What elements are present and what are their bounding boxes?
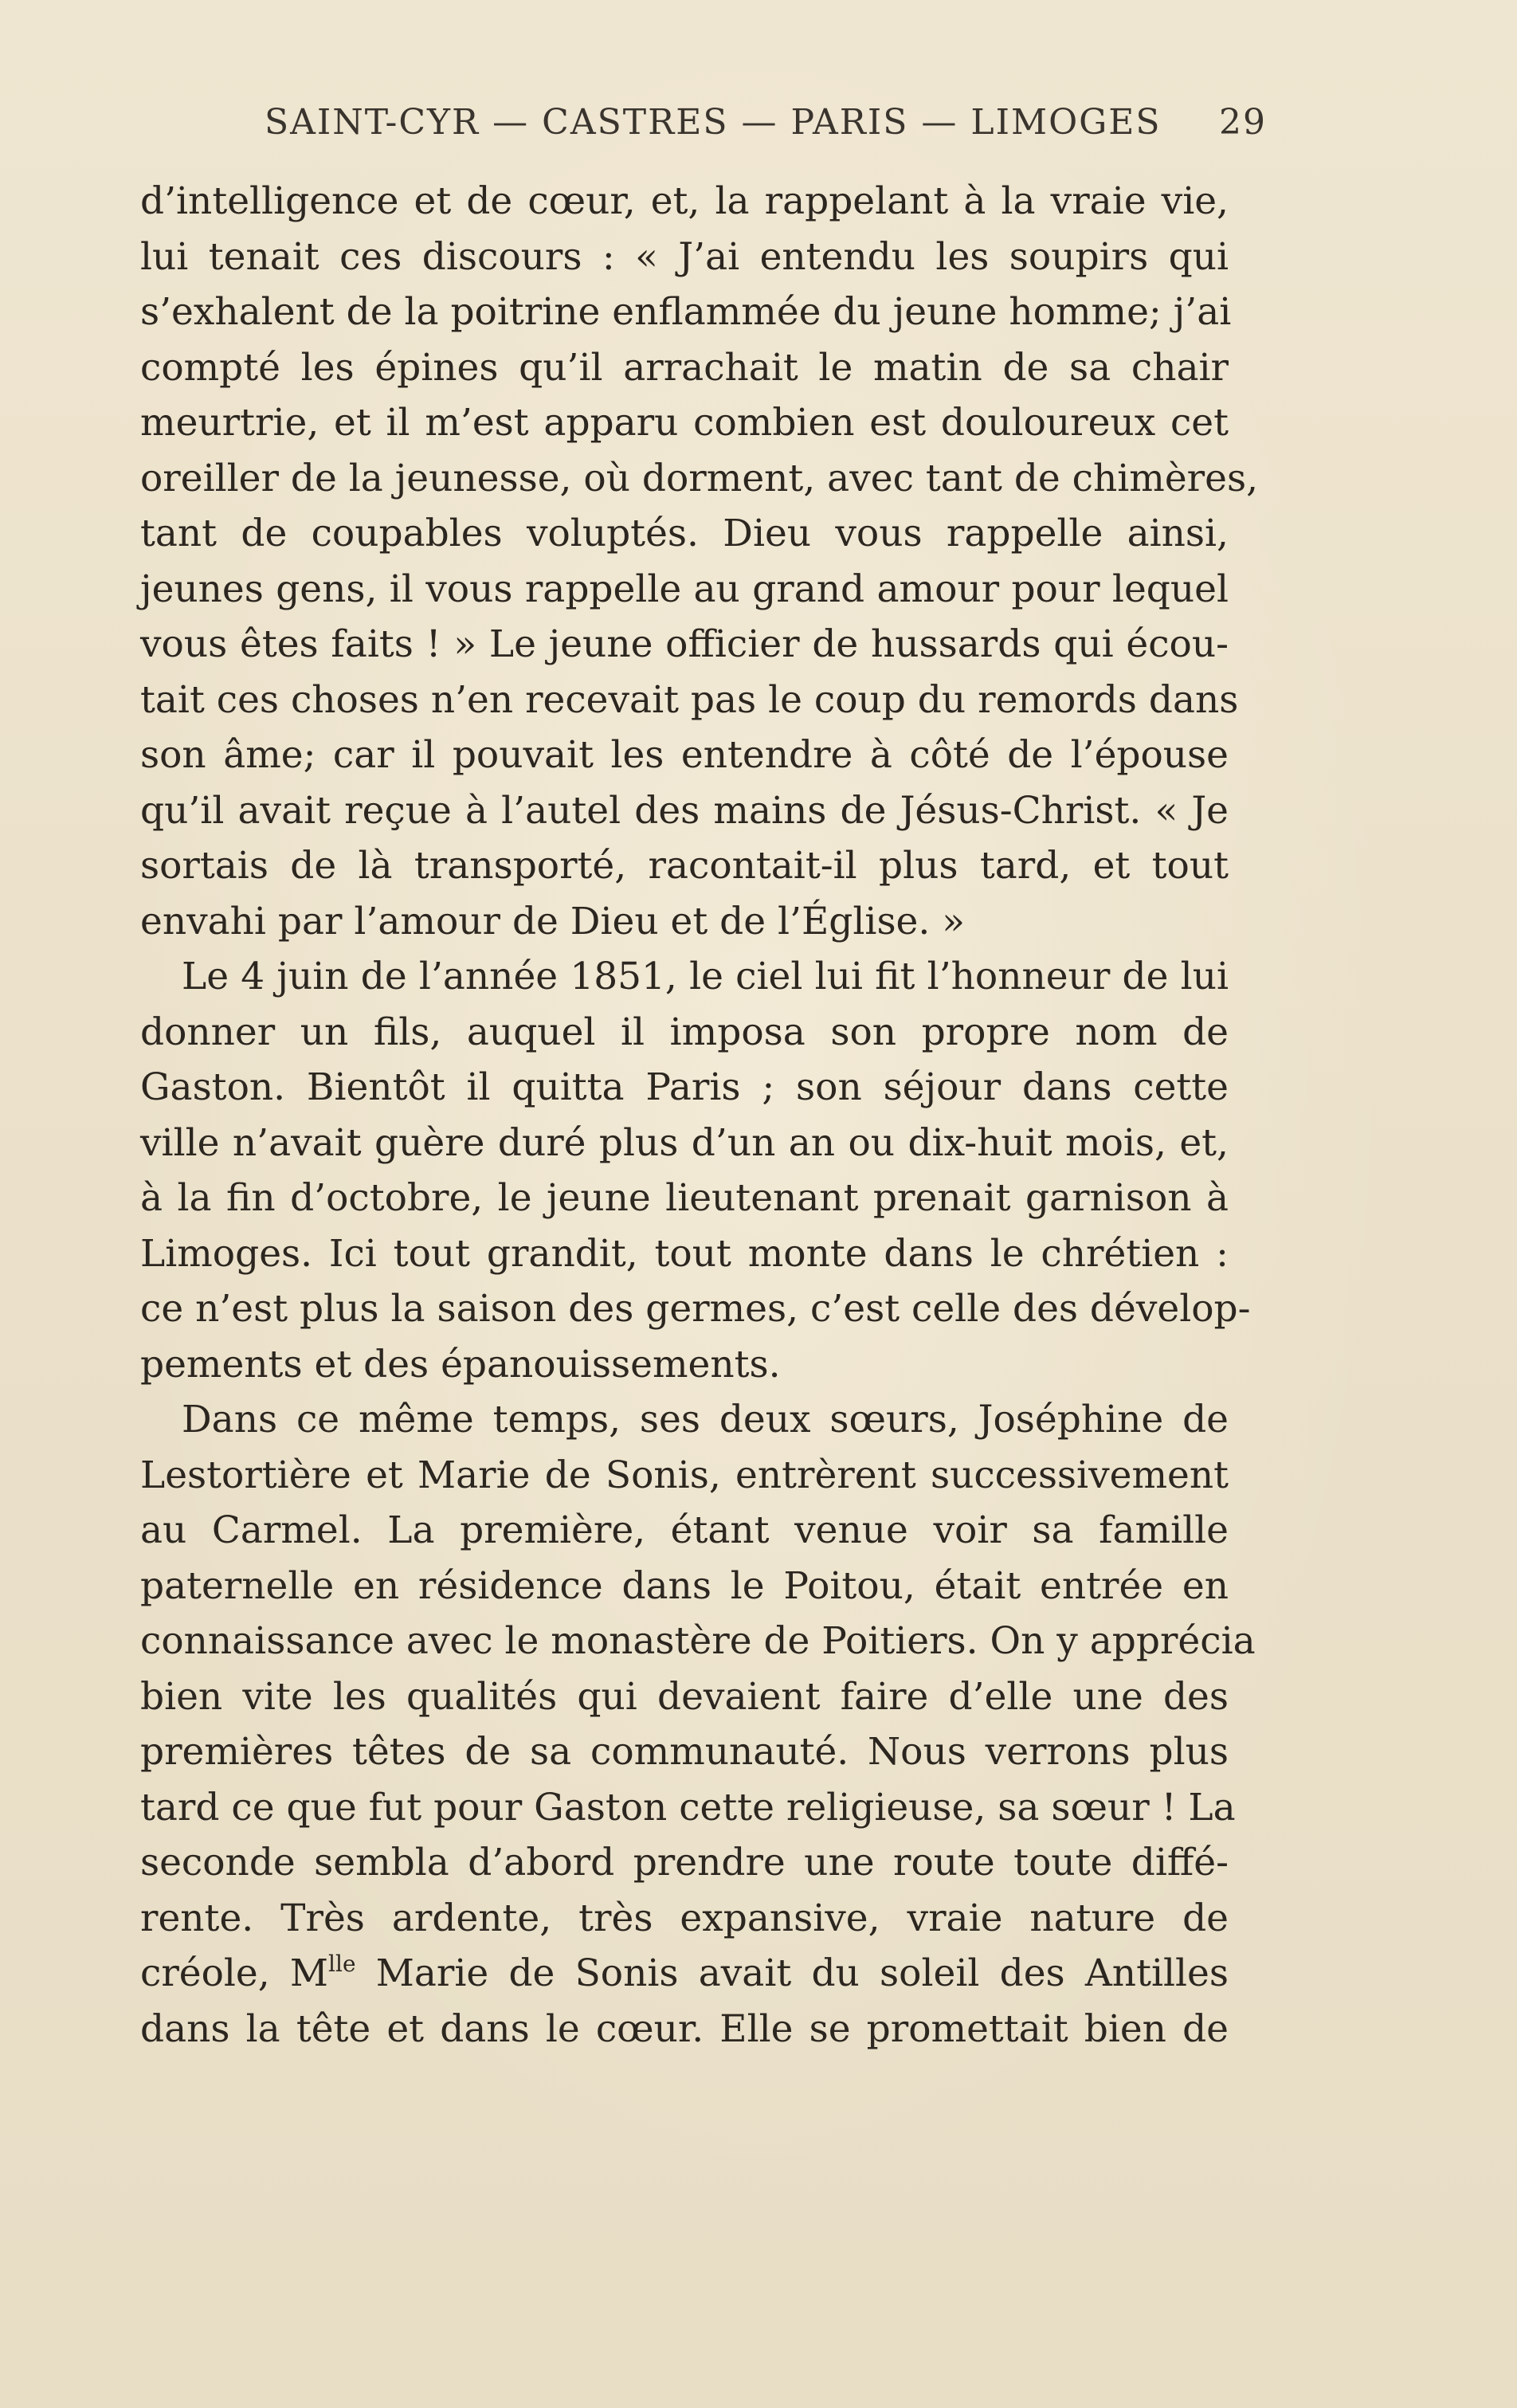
text-line: d’intelligence et de cœur, et, la rappelant à la vraie vie, (140, 179, 1229, 223)
text-line: lui tenait ces discours : « J’ai entendu les soupirs qui (140, 234, 1229, 279)
text-line: compté les épines qu’il arrachait le matin de sa chair (140, 345, 1229, 390)
text-line: jeunes gens, il vous rappelle au grand amour pour lequel (140, 567, 1229, 611)
text-fragment: créole, M (140, 1951, 329, 1995)
text-line: qu’il avait reçue à l’autel des mains de Jésus-Christ. « Je (140, 788, 1229, 833)
text-line: premières têtes de sa communauté. Nous verrons plus (140, 1730, 1229, 1774)
paragraph-start-line: Le 4 juin de l’année 1851, le ciel lui fit l’honneur de lui (182, 955, 1229, 998)
page-number: 29 (1219, 102, 1267, 143)
text-line: donner un fils, auquel il imposa son propre nom de (140, 1010, 1229, 1054)
body-text (140, 174, 1259, 2057)
text-line: connaissance avec le monastère de Poitiers. On y apprécia (140, 1619, 1256, 1663)
text-line-with-superscript (140, 1946, 1229, 2002)
text-line: bien vite les qualités qui devaient faire d’elle une des (140, 1674, 1229, 1719)
text-line: oreiller de la jeunesse, où dorment, avec tant de chimères, (140, 456, 1259, 500)
paragraph-end-line: pements et des épanouissements. (140, 1342, 781, 1386)
superscript-abbreviation: lle (328, 1951, 356, 1977)
text-fragment: Marie de Sonis avait du soleil des Antilles (355, 1951, 1229, 1995)
text-line: tant de coupables voluptés. Dieu vous rappelle ainsi, (140, 512, 1229, 555)
text-line: sortais de là transporté, racontait-il plus tard, et tout (140, 844, 1229, 888)
text-line: s’exhalent de la poitrine enflammée du jeune homme; j’ai (140, 290, 1232, 334)
text-line: tait ces choses n’en recevait pas le coup du remords dans (140, 677, 1239, 722)
text-line: paternelle en résidence dans le Poitou, était entrée en (140, 1563, 1229, 1608)
text-line: vous êtes faits ! » Le jeune officier de hussards qui écou- (140, 622, 1229, 666)
text-line: à la fin d’octobre, le jeune lieutenant prenait garnison à (140, 1176, 1229, 1220)
text-line: meurtrie, et il m’est apparu combien est douloureux cet (140, 401, 1229, 445)
paragraph-end-line: envahi par l’amour de Dieu et de l’Église. » (140, 899, 966, 943)
running-header (265, 102, 1267, 158)
text-line: son âme; car il pouvait les entendre à côté de l’épouse (140, 733, 1229, 777)
text-line: seconde sembla d’abord prendre une route toute diffé- (140, 1841, 1229, 1884)
text-line: ville n’avait guère duré plus d’un an ou dix-huit mois, et, (140, 1120, 1229, 1165)
text-line: Lestortière et Marie de Sonis, entrèrent successivement (140, 1453, 1229, 1497)
text-line: au Carmel. La première, étant venue voir sa famille (140, 1508, 1229, 1552)
paragraph-start-line: Dans ce même temps, ses deux sœurs, Joséphine de (182, 1398, 1229, 1441)
text-line: Gaston. Bientôt il quitta Paris ; son séjour dans cette (140, 1065, 1229, 1109)
text-line: rente. Très ardente, très expansive, vraie nature de (140, 1896, 1229, 1940)
text-line: tard ce que fut pour Gaston cette religieuse, sa sœur ! La (140, 1785, 1236, 1830)
running-title: SAINT-CYR — CASTRES — PARIS — LIMOGES (265, 102, 1162, 143)
text-line: Limoges. Ici tout grandit, tout monte dans le chrétien : (140, 1231, 1229, 1276)
text-line: dans la tête et dans le cœur. Elle se promettait bien de (140, 2006, 1229, 2051)
text-line: ce n’est plus la saison des germes, c’est celle des dévelop- (140, 1287, 1251, 1331)
